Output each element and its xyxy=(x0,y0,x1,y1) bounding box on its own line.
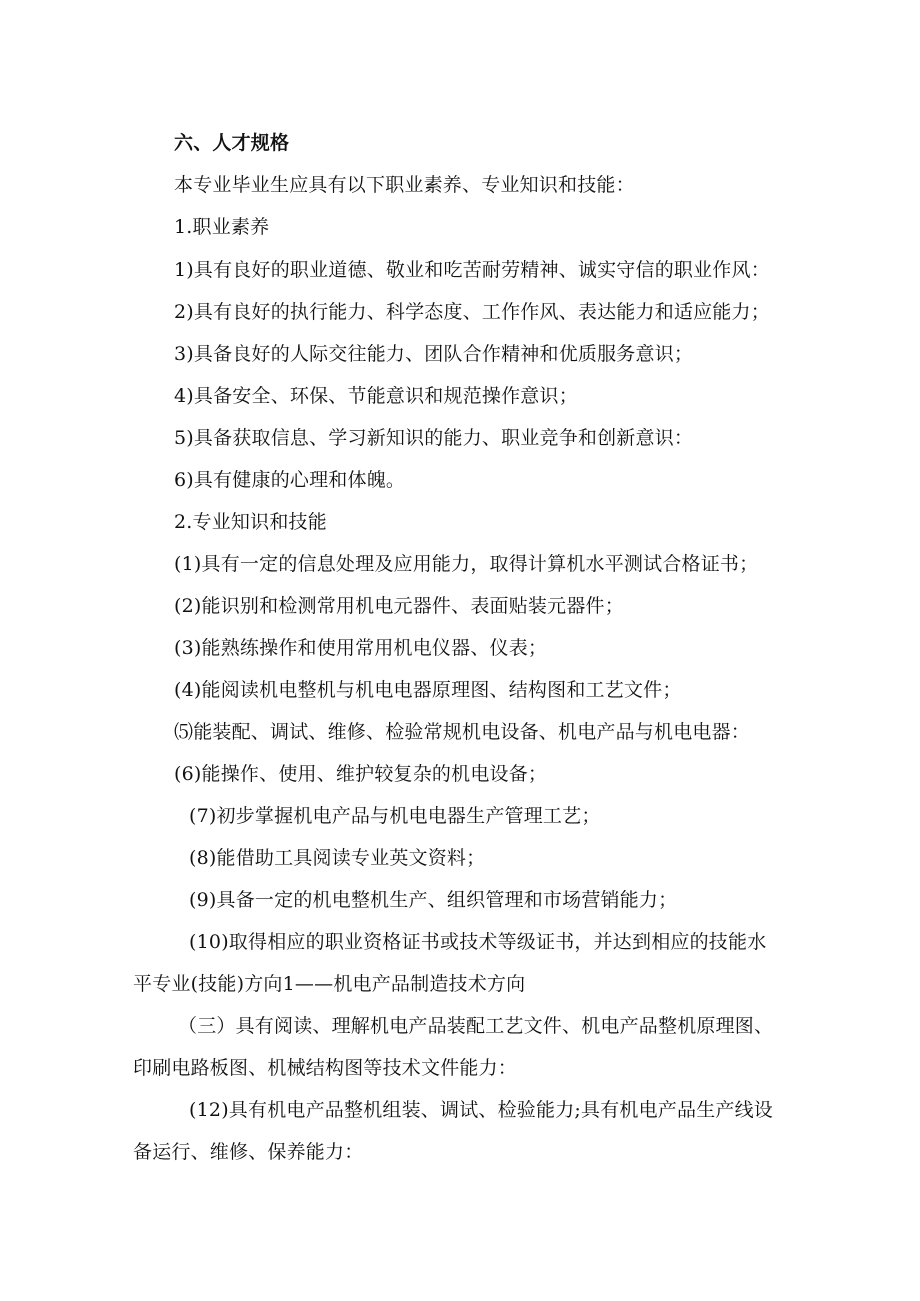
skill-item-10-line-2: 平专业(技能)方向1——机电产品制造技术方向 xyxy=(133,973,526,995)
skill-item-10-line-1: (10)取得相应的职业资格证书或技术等级证书，并达到相应的技能水 xyxy=(189,931,767,953)
skill-item-5: ⑸能装配、调试、维修、检验常规机电设备、机电产品与机电电器： xyxy=(174,721,751,743)
skill-item-8: (8)能借助工具阅读专业英文资料； xyxy=(189,847,486,869)
quality-item-4: 4)具备安全、环保、节能意识和规范操作意识； xyxy=(174,385,578,407)
quality-item-1: 1)具有良好的职业道德、敬业和吃苦耐劳精神、诚实守信的职业作风： xyxy=(174,259,770,281)
skill-item-9: (9)具备一定的机电整机生产、组织管理和市场营销能力； xyxy=(189,889,678,911)
subsection-title-professional-quality: 1.职业素养 xyxy=(174,216,270,238)
quality-item-3: 3)具备良好的人际交往能力、团队合作精神和优质服务意识； xyxy=(174,343,694,365)
skill-item-12-line-1: (12)具有机电产品整机组装、调试、检验能力;具有机电产品生产线设 xyxy=(189,1099,774,1121)
skill-item-7: (7)初步掌握机电产品与机电电器生产管理工艺； xyxy=(189,805,601,827)
quality-item-2: 2)具有良好的执行能力、科学态度、工作作风、表达能力和适应能力； xyxy=(174,301,770,323)
item-three-line-1: （三）具有阅读、理解机电产品装配工艺文件、机电产品整机原理图、 xyxy=(178,1015,774,1037)
section-heading: 六、人才规格 xyxy=(174,132,290,154)
skill-item-4: (4)能阅读机电整机与机电电器原理图、结构图和工艺文件； xyxy=(174,679,682,701)
quality-item-6: 6)具有健康的心理和体魄。 xyxy=(174,469,406,491)
skill-item-1: (1)具有一定的信息处理及应用能力，取得计算机水平测试合格证书； xyxy=(174,553,759,575)
subsection-title-knowledge-skills: 2.专业知识和技能 xyxy=(174,511,327,533)
quality-item-5: 5)具备获取信息、学习新知识的能力、职业竞争和创新意识： xyxy=(174,427,694,449)
item-three-line-2: 印刷电路板图、机械结构图等技术文件能力： xyxy=(133,1057,518,1079)
skill-item-3: (3)能熟练操作和使用常用机电仪器、仪表； xyxy=(174,637,548,659)
skill-item-12-line-2: 备运行、维修、保养能力： xyxy=(133,1141,364,1163)
skill-item-6: (6)能操作、使用、维护较复杂的机电设备； xyxy=(174,763,548,785)
intro-paragraph: 本专业毕业生应具有以下职业素养、专业知识和技能： xyxy=(174,174,635,196)
skill-item-2: (2)能识别和检测常用机电元器件、表面贴装元器件； xyxy=(174,595,624,617)
